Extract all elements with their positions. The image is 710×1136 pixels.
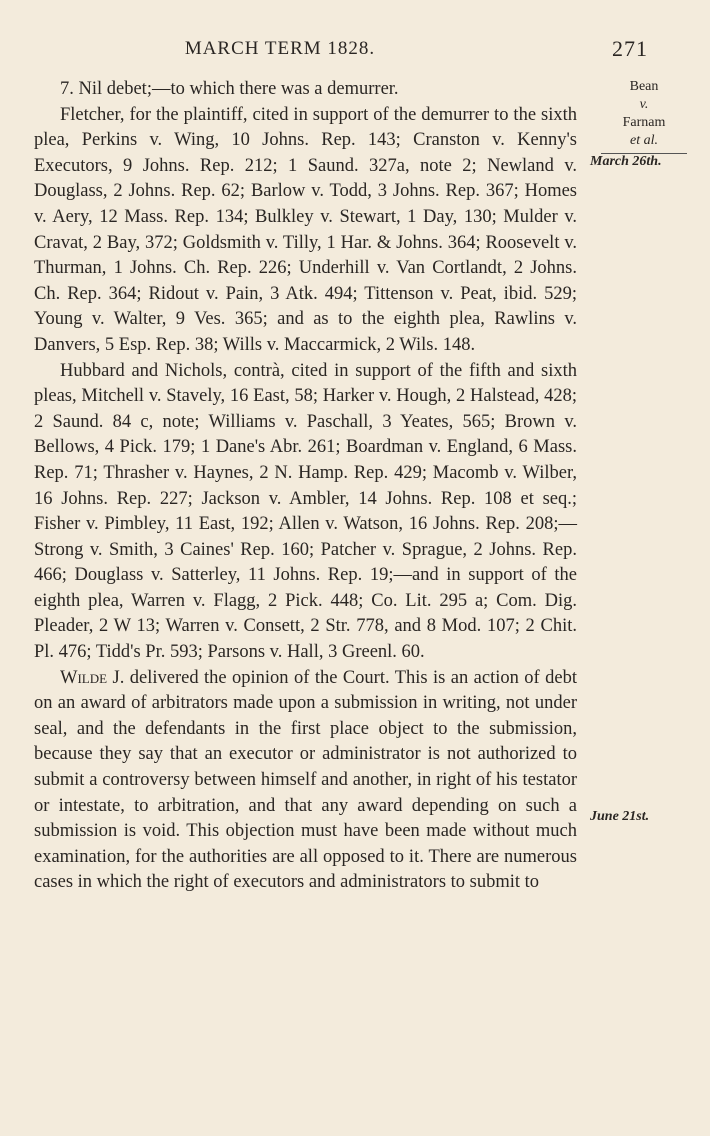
paragraph: 7. Nil debet;—to which there was a demurrer. — [60, 79, 399, 99]
sidenote-line: v. — [639, 97, 649, 112]
paragraph — [34, 666, 577, 896]
sidenote-line: Farnam — [622, 115, 666, 130]
sidenote-line: et al. — [630, 133, 658, 148]
sidenote-date: March 26th. — [590, 154, 662, 169]
paragraph-text: J. delivered the opinion of the Court. This is an action of debt on an award of arbitrators made upon a submission in writing, not under seal, and the defendants in the first place object to the submission, because they say that an executor or administrator is not authorized to submit a controversy between himself and another, in right of his testator or intestate, to arbitration, and that any award depending on such a submission is void. This objection must have been made without much examination, for the authorities are all opposed to it. There are numerous cases in which the right of executors and administrators to submit to — [34, 667, 577, 893]
case-sidenote — [584, 78, 704, 154]
running-header: MARCH TERM 1828. — [184, 38, 376, 59]
judge-name: Wilde — [60, 667, 108, 688]
paragraph: Fletcher, for the plaintiff, cited in support of the demurrer to the sixth plea, Perkins v. Wing, 10 Johns. Rep. 143; Cranston v. Kenny's Executors, 9 Johns. Rep. 212; 1 Saund. 327a, note 2; Newland v. Douglass, 2 Johns. Rep. 62; Barlow v. Todd, 3 Johns. Rep. 367; Homes v. Aery, 12 Mass. Rep. 134; Bulkley v. Stewart, 1 Day, 130; Mulder v. Cravat, 2 Bay, 372; Goldsmith v. Tilly, 1 Har. & Johns. 364; Roosevelt v. Thurman, 1 Johns. Ch. Rep. 226; Underhill v. Van Cortlandt, 2 Johns. Ch. Rep. 364; Ridout v. Pain, 3 Atk. 494; Tittenson v. Peat, ibid. 529; Young v. Walter, 9 Ves. 365; and as to the eighth plea, Rawlins v. Danvers, 5 Esp. Rep. 38; Wills v. Maccarmick, 2 Wils. 148. — [34, 104, 577, 355]
sidenote-line: Bean — [629, 79, 659, 94]
sidenote-date: June 21st. — [590, 809, 650, 824]
body-text — [34, 77, 577, 896]
page-number: 271 — [612, 36, 648, 61]
paragraph: Hubbard and Nichols, contrà, cited in support of the fifth and sixth pleas, Mitchell v. Stavely, 16 East, 58; Harker v. Hough, 2 Halstead, 428; 2 Saund. 84 c, note; Williams v. Paschall, 3 Yeates, 565; Brown v. Bellows, 4 Pick. 179; 1 Dane's Abr. 261; Boardman v. England, 6 Mass. Rep. 71; Thrasher v. Haynes, 2 N. Hamp. Rep. 429; Macomb v. Wilber, 16 Johns. Rep. 227; Jackson v. Ambler, 14 Johns. Rep. 108 et seq.; Fisher v. Pimbley, 11 East, 192; Allen v. Watson, 16 Johns. Rep. 208;—Strong v. Smith, 3 Caines' Rep. 160; Patcher v. Sprague, 2 Johns. Rep. 466; Douglass v. Satterley, 11 Johns. Rep. 19;—and in support of the eighth plea, Warren v. Flagg, 2 Pick. 448; Co. Lit. 295 a; Com. Dig. Pleader, 2 W 13; Warren v. Consett, 2 Str. 778, and 8 Mod. 107; 2 Chit. Pl. 476; Tidd's Pr. 593; Parsons v. Hall, 3 Greenl. 60. — [34, 360, 577, 663]
